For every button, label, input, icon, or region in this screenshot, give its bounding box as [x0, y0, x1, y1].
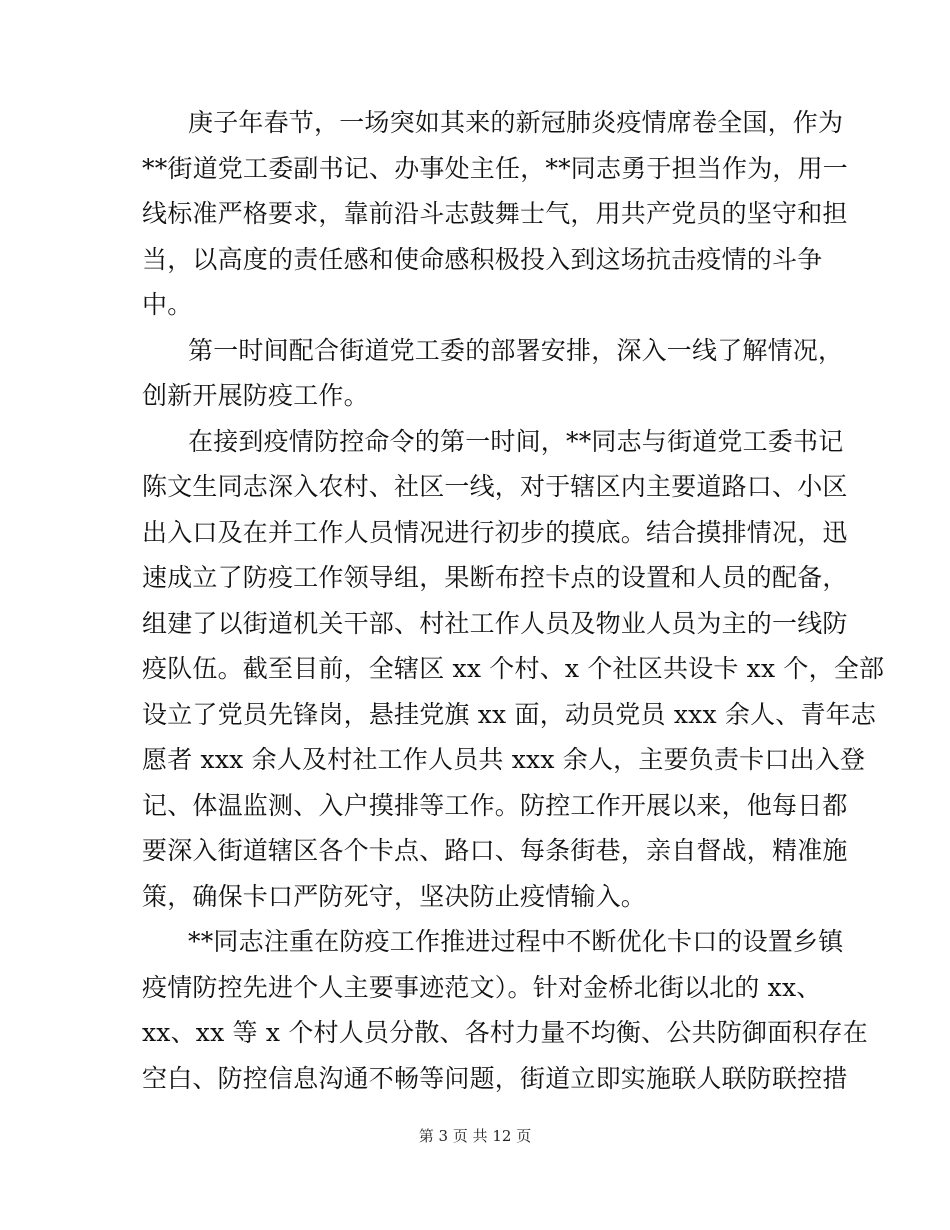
text-line: **街道党工委副书记、办事处主任，**同志勇于担当作为，用一: [142, 153, 849, 183]
page-number-footer: 第 3 页 共 12 页: [418, 1127, 532, 1145]
text-line: 策，确保卡口严防死守，坚决防止疫情输入。: [142, 881, 647, 911]
text-line: 疫队伍。截至目前，全辖区 xx 个村、x 个社区共设卡 xx 个，全部: [142, 654, 885, 683]
text-line: 中。: [142, 290, 193, 319]
text-line: 组建了以街道机关干部、村社工作人员及物业人员为主的一线防: [142, 608, 848, 638]
text-line: 记、体温监测、入户摸排等工作。防控工作开展以来，他每日都: [142, 790, 848, 820]
text-line: 出入口及在并工作人员情况进行初步的摸底。结合摸排情况，迅: [142, 517, 848, 547]
text-line: 线标准严格要求，靠前沿斗志鼓舞士气，用共产党员的坚守和担: [142, 199, 848, 228]
text-line: **同志注重在防疫工作推进过程中不断优化卡口的设置乡镇: [188, 927, 844, 956]
paragraph-1: [142, 100, 849, 328]
paragraph-4: [142, 919, 868, 1101]
text-line: 速成立了防疫工作领导组，果断布控卡点的设置和人员的配备，: [142, 563, 848, 592]
text-line: 愿者 xxx 余人及村社工作人员共 xxx 余人，主要负责卡口出入登: [142, 745, 866, 774]
text-line: 创新开展防疫工作。: [142, 381, 369, 410]
text-line: 第一时间配合街道党工委的部署安排，深入一线了解情况，: [188, 335, 844, 365]
text-line: 设立了党员先锋岗，悬挂党旗 xx 面，动员党员 xxx 余人、青年志: [142, 699, 877, 729]
paragraph-2: [142, 328, 844, 419]
text-line: 空白、防控信息沟通不畅等问题，街道立即实施联人联防联控措: [142, 1063, 848, 1093]
text-line: 疫情防控先进个人主要事迹范文）。针对金桥北街以北的 xx、: [142, 972, 822, 1002]
text-line: 要深入街道辖区各个卡点、路口、每条街巷，亲自督战，精准施: [142, 836, 848, 865]
text-line: 当，以高度的责任感和使命感积极投入到这场抗击疫情的斗争: [142, 244, 823, 274]
text-line: 陈文生同志深入农村、社区一线，对于辖区内主要道路口、小区: [142, 472, 848, 501]
paragraph-3: [142, 419, 885, 920]
document-body: [142, 100, 885, 1101]
text-line: 在接到疫情防控命令的第一时间，**同志与街道党工委书记: [188, 426, 844, 456]
text-line: 庚子年春节，一场突如其来的新冠肺炎疫情席卷全国，作为: [188, 108, 844, 137]
text-line: xx、xx 等 x 个村人员分散、各村力量不均衡、公共防御面积存在: [142, 1018, 868, 1047]
